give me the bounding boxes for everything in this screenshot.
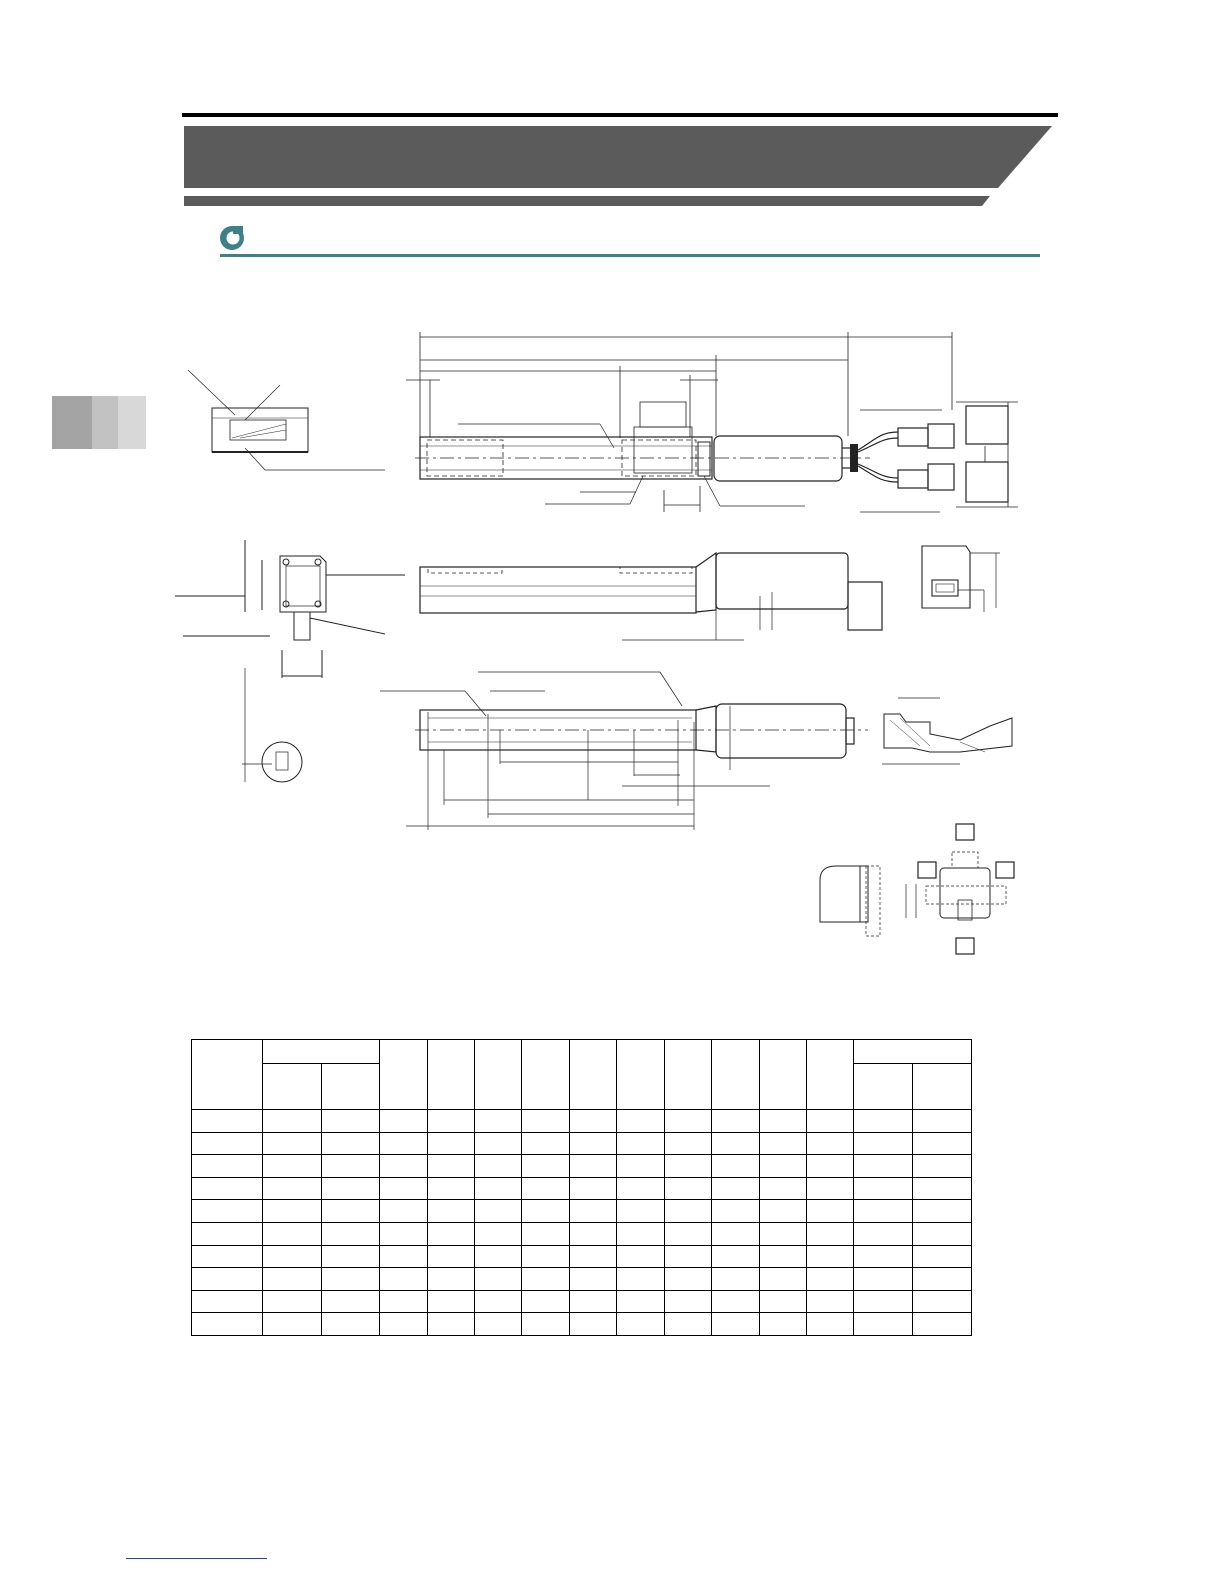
side-view xyxy=(420,553,882,640)
table-cell xyxy=(760,1200,807,1223)
table-cell xyxy=(854,1132,913,1155)
table-row xyxy=(192,1155,972,1178)
table-cell xyxy=(712,1132,760,1155)
table-cell xyxy=(807,1132,854,1155)
table-cell xyxy=(617,1177,665,1200)
table-cell xyxy=(570,1155,617,1178)
table-cell xyxy=(665,1222,712,1245)
table-cell xyxy=(913,1290,972,1313)
table-cell xyxy=(665,1155,712,1178)
table-cell xyxy=(380,1177,428,1200)
table-cell xyxy=(428,1245,475,1268)
table-cell xyxy=(428,1290,475,1313)
table-cell xyxy=(712,1155,760,1178)
table-row xyxy=(192,1313,972,1336)
table-cell xyxy=(570,1222,617,1245)
table-cell xyxy=(263,1245,322,1268)
table-header-cell xyxy=(475,1040,522,1110)
table-row xyxy=(192,1200,972,1223)
table-cell xyxy=(854,1155,913,1178)
table-cell xyxy=(913,1200,972,1223)
table-cell xyxy=(665,1268,712,1291)
table-cell xyxy=(665,1132,712,1155)
table-cell xyxy=(913,1155,972,1178)
table-subheader-cell xyxy=(913,1064,972,1110)
table-cell xyxy=(854,1110,913,1133)
table-cell xyxy=(475,1200,522,1223)
front-view xyxy=(175,540,405,678)
table-cell xyxy=(665,1177,712,1200)
table-cell xyxy=(475,1177,522,1200)
table-cell xyxy=(522,1222,570,1245)
table-cell xyxy=(322,1200,380,1223)
table-cell xyxy=(322,1290,380,1313)
table-cell xyxy=(913,1132,972,1155)
table-row xyxy=(192,1132,972,1155)
spec-table xyxy=(191,1039,972,1336)
table-cell xyxy=(570,1313,617,1336)
table-cell xyxy=(192,1290,263,1313)
table-cell xyxy=(617,1222,665,1245)
table-cell xyxy=(570,1177,617,1200)
top-view xyxy=(415,402,1008,502)
table-row xyxy=(192,1110,972,1133)
table-header-cell xyxy=(712,1040,760,1110)
table-cell xyxy=(380,1132,428,1155)
table-cell xyxy=(760,1268,807,1291)
table-cell xyxy=(807,1200,854,1223)
table-header-cell xyxy=(617,1040,665,1110)
table-cell xyxy=(760,1177,807,1200)
table-cell xyxy=(712,1313,760,1336)
table-cell xyxy=(807,1245,854,1268)
table-cell xyxy=(428,1268,475,1291)
table-header-cell xyxy=(570,1040,617,1110)
table-cell xyxy=(192,1177,263,1200)
table-cell xyxy=(322,1132,380,1155)
table-cell xyxy=(665,1313,712,1336)
table-cell xyxy=(522,1245,570,1268)
top-view-dimensions xyxy=(406,332,1018,512)
footer-link-underline[interactable] xyxy=(126,1558,267,1559)
table-header-cell xyxy=(192,1040,263,1110)
table-cell xyxy=(760,1222,807,1245)
table-cell xyxy=(380,1245,428,1268)
table-cell xyxy=(807,1313,854,1336)
table-cell xyxy=(913,1268,972,1291)
table-cell xyxy=(854,1268,913,1291)
table-cell xyxy=(807,1177,854,1200)
table-cell xyxy=(322,1155,380,1178)
table-cell xyxy=(665,1245,712,1268)
table-cell xyxy=(380,1200,428,1223)
table-cell xyxy=(522,1132,570,1155)
table-cell xyxy=(854,1245,913,1268)
table-cell xyxy=(428,1222,475,1245)
table-cell xyxy=(617,1132,665,1155)
table-subheader-cell xyxy=(854,1064,913,1110)
table-subheader-cell xyxy=(263,1064,322,1110)
table-header-cell xyxy=(522,1040,570,1110)
detail-view xyxy=(212,408,308,452)
table-header-group xyxy=(263,1040,380,1064)
table-cell xyxy=(712,1200,760,1223)
table-cell xyxy=(617,1200,665,1223)
table-cell xyxy=(712,1177,760,1200)
table-cell xyxy=(617,1110,665,1133)
table-cell xyxy=(263,1268,322,1291)
table-cell xyxy=(428,1177,475,1200)
table-cell xyxy=(475,1155,522,1178)
table-cell xyxy=(522,1313,570,1336)
table-cell xyxy=(428,1110,475,1133)
table-cell xyxy=(380,1290,428,1313)
table-cell xyxy=(322,1313,380,1336)
table-cell xyxy=(192,1313,263,1336)
table-cell xyxy=(263,1155,322,1178)
table-cell xyxy=(913,1110,972,1133)
table-row xyxy=(192,1268,972,1291)
table-row xyxy=(192,1177,972,1200)
table-cell xyxy=(322,1245,380,1268)
connector-view xyxy=(922,546,1000,612)
table-cell xyxy=(570,1200,617,1223)
table-header-cell xyxy=(760,1040,807,1110)
table-cell xyxy=(322,1222,380,1245)
table-header-cell xyxy=(807,1040,854,1110)
table-cell xyxy=(263,1132,322,1155)
table-cell xyxy=(380,1155,428,1178)
table-cell xyxy=(854,1313,913,1336)
table-cell xyxy=(192,1155,263,1178)
table-cell xyxy=(192,1222,263,1245)
table-cell xyxy=(760,1290,807,1313)
table-cell xyxy=(192,1245,263,1268)
table-cell xyxy=(807,1290,854,1313)
table-cell xyxy=(760,1245,807,1268)
table-cell xyxy=(760,1313,807,1336)
table-cell xyxy=(380,1268,428,1291)
table-cell xyxy=(192,1132,263,1155)
table-cell xyxy=(192,1200,263,1223)
table-cell xyxy=(522,1110,570,1133)
table-cell xyxy=(712,1222,760,1245)
table-cell xyxy=(760,1132,807,1155)
table-cell xyxy=(263,1313,322,1336)
table-cell xyxy=(913,1177,972,1200)
table-cell xyxy=(617,1245,665,1268)
table-row xyxy=(192,1245,972,1268)
table-cell xyxy=(807,1110,854,1133)
table-cell xyxy=(665,1290,712,1313)
table-cell xyxy=(570,1268,617,1291)
table-header-cell xyxy=(380,1040,428,1110)
table-cell xyxy=(807,1155,854,1178)
table-cell xyxy=(760,1155,807,1178)
table-cell xyxy=(380,1313,428,1336)
table-cell xyxy=(380,1110,428,1133)
table-cell xyxy=(475,1290,522,1313)
table-cell xyxy=(192,1110,263,1133)
table-cell xyxy=(322,1268,380,1291)
bottom-view xyxy=(380,672,868,830)
table-cell xyxy=(617,1268,665,1291)
table-cell xyxy=(475,1245,522,1268)
table-row xyxy=(192,1222,972,1245)
table-cell xyxy=(263,1222,322,1245)
table-cell xyxy=(854,1290,913,1313)
table-cell xyxy=(522,1177,570,1200)
table-cell xyxy=(712,1110,760,1133)
table-cell xyxy=(854,1177,913,1200)
table-cell xyxy=(322,1177,380,1200)
table-cell xyxy=(712,1245,760,1268)
table-cell xyxy=(665,1200,712,1223)
circle-detail xyxy=(242,668,302,782)
table-cell xyxy=(913,1222,972,1245)
table-header-cell xyxy=(428,1040,475,1110)
table-cell xyxy=(807,1222,854,1245)
table-cell xyxy=(428,1200,475,1223)
table-cell xyxy=(522,1268,570,1291)
table-cell xyxy=(913,1313,972,1336)
table-cell xyxy=(263,1110,322,1133)
table-cell xyxy=(475,1110,522,1133)
table-cell xyxy=(617,1313,665,1336)
table-cell xyxy=(570,1290,617,1313)
table-subheader-cell xyxy=(322,1064,380,1110)
table-cell xyxy=(522,1290,570,1313)
table-header-row xyxy=(192,1040,972,1064)
table-cell xyxy=(617,1290,665,1313)
table-header-group xyxy=(854,1040,972,1064)
table-cell xyxy=(322,1110,380,1133)
table-cell xyxy=(570,1245,617,1268)
table-cell xyxy=(760,1110,807,1133)
table-header-cell xyxy=(665,1040,712,1110)
table-cell xyxy=(192,1268,263,1291)
mounting-views xyxy=(820,824,1014,954)
table-cell xyxy=(263,1290,322,1313)
table-cell xyxy=(712,1268,760,1291)
table-cell xyxy=(522,1200,570,1223)
table-cell xyxy=(475,1222,522,1245)
table-cell xyxy=(263,1177,322,1200)
table-cell xyxy=(617,1155,665,1178)
table-cell xyxy=(854,1222,913,1245)
table-cell xyxy=(854,1200,913,1223)
table-cell xyxy=(913,1245,972,1268)
table-cell xyxy=(428,1155,475,1178)
table-cell xyxy=(428,1313,475,1336)
table-cell xyxy=(475,1132,522,1155)
table-cell xyxy=(570,1110,617,1133)
table-cell xyxy=(712,1290,760,1313)
table-cell xyxy=(522,1155,570,1178)
table-cell xyxy=(807,1268,854,1291)
cross-section xyxy=(882,698,1012,764)
table-cell xyxy=(380,1222,428,1245)
table-cell xyxy=(263,1200,322,1223)
table-cell xyxy=(665,1110,712,1133)
table-body xyxy=(192,1110,972,1336)
table-cell xyxy=(475,1268,522,1291)
table-cell xyxy=(570,1132,617,1155)
table-cell xyxy=(428,1132,475,1155)
table-cell xyxy=(475,1313,522,1336)
table-row xyxy=(192,1290,972,1313)
